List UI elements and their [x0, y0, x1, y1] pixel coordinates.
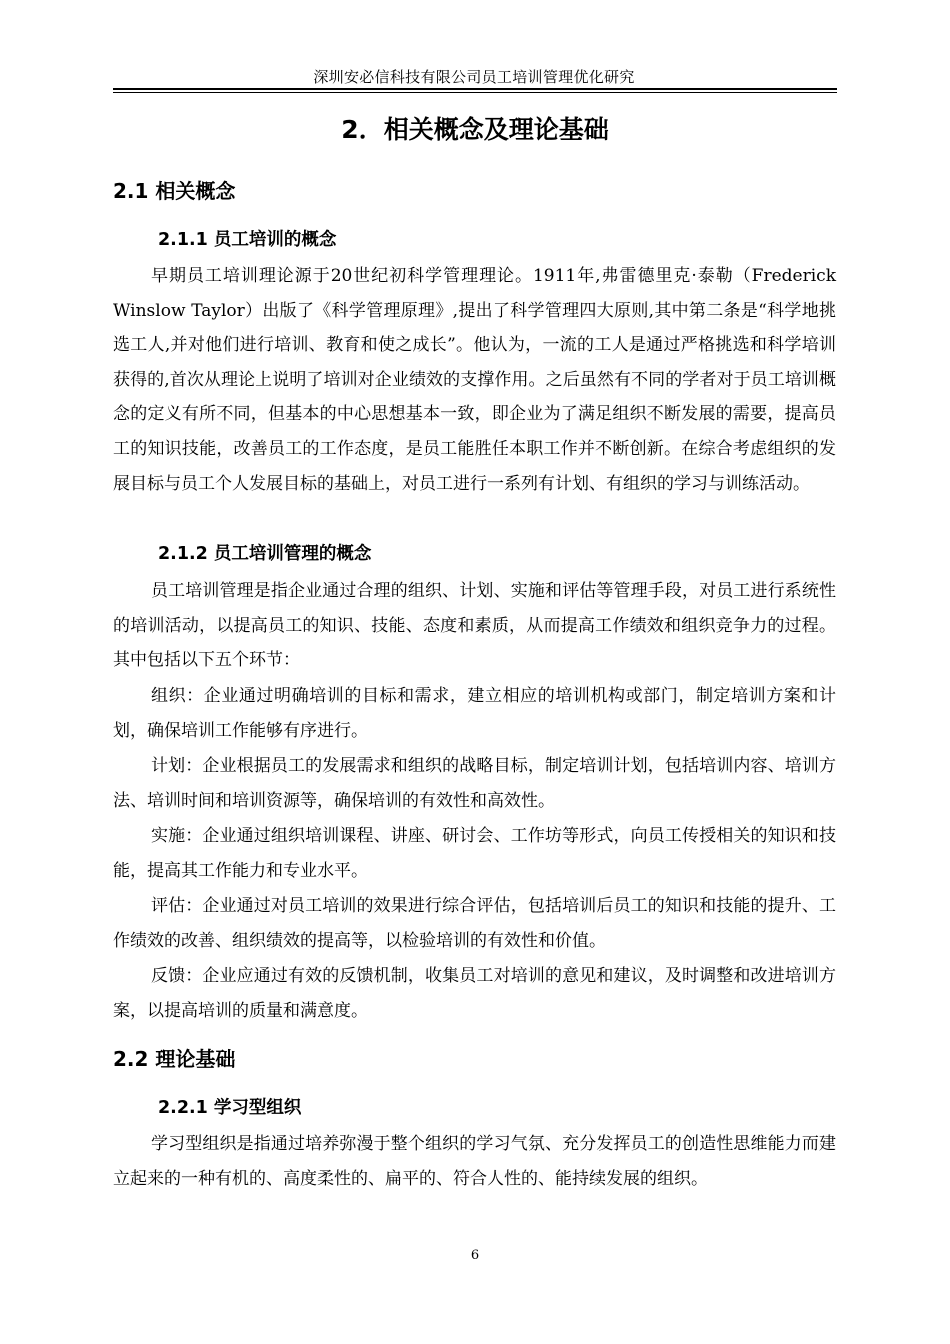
subsection-heading-2-2-1: 2.2.1 学习型组织 [158, 1098, 302, 1118]
subsection-heading-2-1-2: 2.1.2 员工培训管理的概念 [158, 544, 372, 564]
chapter-title: 2．相关概念及理论基础 [341, 115, 609, 144]
paragraph-evaluate: 评估：企业通过对员工培训的效果进行综合评估，包括培训后员工的知识和技能的提升、工作绩效的改善、组织绩效的提高等，以检验培训的有效性和价值。 [113, 896, 836, 951]
section-heading-2-1: 2.1 相关概念 [113, 179, 236, 203]
header-rule-thick [113, 88, 837, 90]
subsection-heading-2-1-1: 2.1.1 员工培训的概念 [158, 230, 337, 250]
running-header: 深圳安必信科技有限公司员工培训管理优化研究 [313, 68, 635, 86]
paragraph-feedback: 反馈：企业应通过有效的反馈机制，收集员工对培训的意见和建议，及时调整和改进培训方案，以提高培训的质量和满意度。 [113, 966, 836, 1021]
paragraph-2-1-1: 早期员工培训理论源于20世纪初科学管理理论。1911年,弗雷德里克·泰勒（Frederick Winslow Taylor）出版了《科学管理原理》,提出了科学管理四大原则,其中第二条是“科学地挑选工人,并对他们进行培训、教育和使之成长”。他认为，一流的工人是通过严格挑选和科学培训获得的,首次从理论上说明了培训对企业绩效的支撑作用。之后虽然有不同的学者对于员工培训概念的定义有所不同，但基本的中心思想基本一致，即企业为了满足组织不断发展的需要，提高员工的知识技能，改善员工的工作态度，是员工能胜任本职工作并不断创新。在综合考虑组织的发展目标与员工个人发展目标的基础上，对员工进行一系列有计划、有组织的学习与训练活动。 [113, 266, 836, 494]
page-number: 6 [470, 1248, 480, 1263]
paragraph-2-1-2-intro: 员工培训管理是指企业通过合理的组织、计划、实施和评估等管理手段，对员工进行系统性的培训活动，以提高员工的知识、技能、态度和素质，从而提高工作绩效和组织竞争力的过程。其中包括以下五个环节： [113, 581, 836, 671]
paragraph-2-2-1: 学习型组织是指通过培养弥漫于整个组织的学习气氛、充分发挥员工的创造性思维能力而建立起来的一种有机的、高度柔性的、扁平的、符合人性的、能持续发展的组织。 [113, 1134, 836, 1189]
section-heading-2-2: 2.2 理论基础 [113, 1047, 236, 1071]
paragraph-organize: 组织：企业通过明确培训的目标和需求，建立相应的培训机构或部门，制定培训方案和计划，确保培训工作能够有序进行。 [113, 686, 836, 741]
header-rule-thin [113, 92, 837, 93]
paragraph-plan: 计划：企业根据员工的发展需求和组织的战略目标，制定培训计划，包括培训内容、培训方法、培训时间和培训资源等，确保培训的有效性和高效性。 [113, 756, 836, 811]
paragraph-implement: 实施：企业通过组织培训课程、讲座、研讨会、工作坊等形式，向员工传授相关的知识和技能，提高其工作能力和专业水平。 [113, 826, 836, 881]
